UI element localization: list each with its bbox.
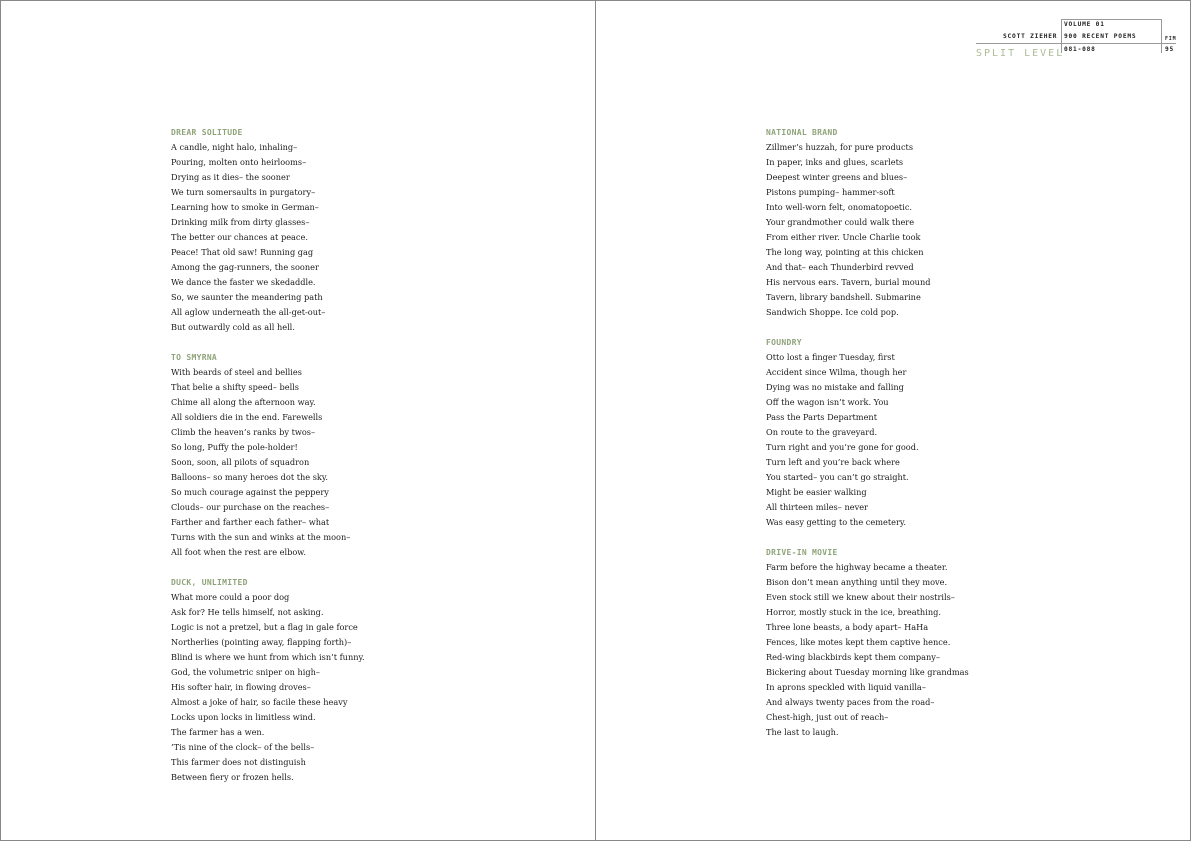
poem-line: Bison don’t mean anything until they move.: [766, 577, 948, 587]
poem-line: The better our chances at peace.: [171, 232, 308, 242]
poem-line: A candle, night halo, inhaling–: [171, 142, 298, 152]
poem-line: Pistons pumping– hammer-soft: [766, 187, 895, 197]
poem-line: Peace! That old saw! Running gag: [171, 247, 314, 257]
poem-line: God, the volumetric sniper on high–: [171, 667, 320, 677]
poem-title: DRIVE-IN MOVIE: [766, 548, 838, 557]
poem-line: So much courage against the peppery: [171, 487, 329, 497]
poem-title: TO SMYRNA: [171, 353, 218, 362]
poem-line: Among the gag-runners, the sooner: [171, 262, 319, 272]
poem-line: Turn right and you’re gone for good.: [766, 442, 919, 452]
poem-line: Dying was no mistake and falling: [766, 382, 904, 392]
poem: [171, 575, 365, 785]
poem-line: In paper, inks and glues, scarlets: [766, 157, 904, 167]
poem-line: Bickering about Tuesday morning like grandmas: [766, 667, 969, 677]
poem-line: All thirteen miles– never: [766, 502, 868, 512]
poem-line: Blind is where we hunt from which isn’t funny.: [171, 652, 365, 662]
poem-title: DREAR SOLITUDE: [171, 128, 243, 137]
poem-line: Tavern, library bandshell. Submarine: [766, 292, 921, 302]
poem: [766, 545, 969, 740]
poem: [766, 335, 969, 530]
poem-line: Horror, mostly stuck in the ice, breathing.: [766, 607, 941, 617]
poem-line: Climb the heaven’s ranks by twos–: [171, 427, 316, 437]
poem-line: With beards of steel and bellies: [171, 367, 302, 377]
poem-line: In aprons speckled with liquid vanilla–: [766, 682, 926, 692]
poem-line: Pass the Parts Department: [766, 412, 877, 422]
poem-line: Red-wing blackbirds kept them company–: [766, 652, 940, 662]
header-rule: [1061, 19, 1161, 20]
poem-line: His softer hair, in flowing droves–: [171, 682, 311, 692]
poem-line: We turn somersaults in purgatory–: [171, 187, 316, 197]
poem-line: Accident since Wilma, though her: [766, 367, 907, 377]
poem-line: Chest-high, just out of reach–: [766, 712, 889, 722]
poem-title: FOUNDRY: [766, 338, 802, 347]
poem-line: Farm before the highway became a theater.: [766, 562, 948, 572]
poem-line: All soldiers die in the end. Farewells: [171, 412, 323, 422]
poem-line: Might be easier walking: [766, 487, 867, 497]
poem-line: Sandwich Shoppe. Ice cold pop.: [766, 307, 899, 317]
poem-line: Logic is not a pretzel, but a flag in gale force: [171, 622, 358, 632]
series-title: 900 RECENT POEMS: [1064, 33, 1137, 40]
poem-line: Drying as it dies– the sooner: [171, 172, 290, 182]
poem-line: Fences, like motes kept them captive hence.: [766, 637, 951, 647]
poem-line: Northerlies (pointing away, flapping forth)–: [171, 637, 352, 647]
page-header: [976, 19, 1176, 63]
volume-label: VOLUME 01: [1064, 21, 1105, 28]
poem-line: Otto lost a finger Tuesday, first: [766, 352, 895, 362]
poem-line: And that– each Thunderbird revved: [766, 262, 914, 272]
poem: [171, 125, 365, 335]
poem-line: That belie a shifty speed– bells: [171, 382, 300, 392]
poem-range: 081-088: [1064, 46, 1096, 53]
poem-title: NATIONAL BRAND: [766, 128, 838, 137]
page-number: 95: [1165, 46, 1175, 53]
poem-line: Clouds– our purchase on the reaches–: [171, 502, 330, 512]
poem-line: Balloons– so many heroes dot the sky.: [171, 472, 329, 482]
section-tag: FIM: [1165, 36, 1177, 42]
poem-line: Off the wagon isn’t work. You: [766, 397, 889, 407]
poem-line: Soon, soon, all pilots of squadron: [171, 457, 310, 467]
poem-line: What more could a poor dog: [171, 592, 290, 602]
poem-line: But outwardly cold as all hell.: [171, 322, 295, 332]
poem-title: DUCK, UNLIMITED: [171, 578, 248, 587]
poem-line: Zillmer’s huzzah, for pure products: [766, 142, 914, 152]
poem-line: ’Tis nine of the clock– of the bells–: [171, 742, 315, 752]
poem-line: Chime all along the afternoon way.: [171, 397, 316, 407]
poem-line: You started– you can’t go straight.: [766, 472, 909, 482]
poem-line: Learning how to smoke in German–: [171, 202, 319, 212]
poem: [171, 350, 365, 560]
poem-line: His nervous ears. Tavern, burial mound: [766, 277, 931, 287]
poem-line: Was easy getting to the cemetery.: [766, 517, 907, 527]
poem-line: Turns with the sun and winks at the moon–: [171, 532, 351, 542]
poem-line: Deepest winter greens and blues–: [766, 172, 908, 182]
author-name: SCOTT ZIEHER: [1003, 33, 1058, 40]
poem-line: The last to laugh.: [766, 727, 839, 737]
poem-line: Between fiery or frozen hells.: [171, 772, 294, 782]
right-page: [595, 0, 1191, 841]
poem-line: From either river. Uncle Charlie took: [766, 232, 921, 242]
poem-line: Turn left and you’re back where: [766, 457, 900, 467]
poem-line: Your grandmother could walk there: [766, 217, 915, 227]
poem-line: Locks upon locks in limitless wind.: [171, 712, 316, 722]
poem-line: The farmer has a wen.: [171, 727, 265, 737]
poem-line: Three lone beasts, a body apart– HaHa: [766, 622, 929, 632]
poem-line: Even stock still we knew about their nostrils–: [766, 592, 955, 602]
left-page: [0, 0, 596, 841]
poem-line: So, we saunter the meandering path: [171, 292, 323, 302]
poem-line: Into well-worn felt, onomatopoetic.: [766, 202, 913, 212]
poem-line: This farmer does not distinguish: [171, 757, 306, 767]
poem-line: Drinking milk from dirty glasses–: [171, 217, 310, 227]
header-rule: [1161, 19, 1162, 53]
book-title: SPLIT LEVEL: [976, 48, 1065, 59]
poem-line: So long, Puffy the pole-holder!: [171, 442, 298, 452]
poem-line: All foot when the rest are elbow.: [171, 547, 306, 557]
poem-line: We dance the faster we skedaddle.: [171, 277, 316, 287]
poem-line: All aglow underneath the all-get-out–: [171, 307, 326, 317]
poem-line: Almost a joke of hair, so facile these heavy: [171, 697, 348, 707]
poem-line: The long way, pointing at this chicken: [766, 247, 924, 257]
poem-line: And always twenty paces from the road–: [766, 697, 935, 707]
poem-line: Pouring, molten onto heirlooms–: [171, 157, 307, 167]
poem-line: Ask for? He tells himself, not asking.: [171, 607, 324, 617]
left-poem-column: [171, 125, 365, 800]
poem-line: Farther and farther each father– what: [171, 517, 330, 527]
right-poem-column: [766, 125, 969, 755]
header-rule: [976, 43, 1176, 44]
poem-line: On route to the graveyard.: [766, 427, 878, 437]
poem: [766, 125, 969, 320]
